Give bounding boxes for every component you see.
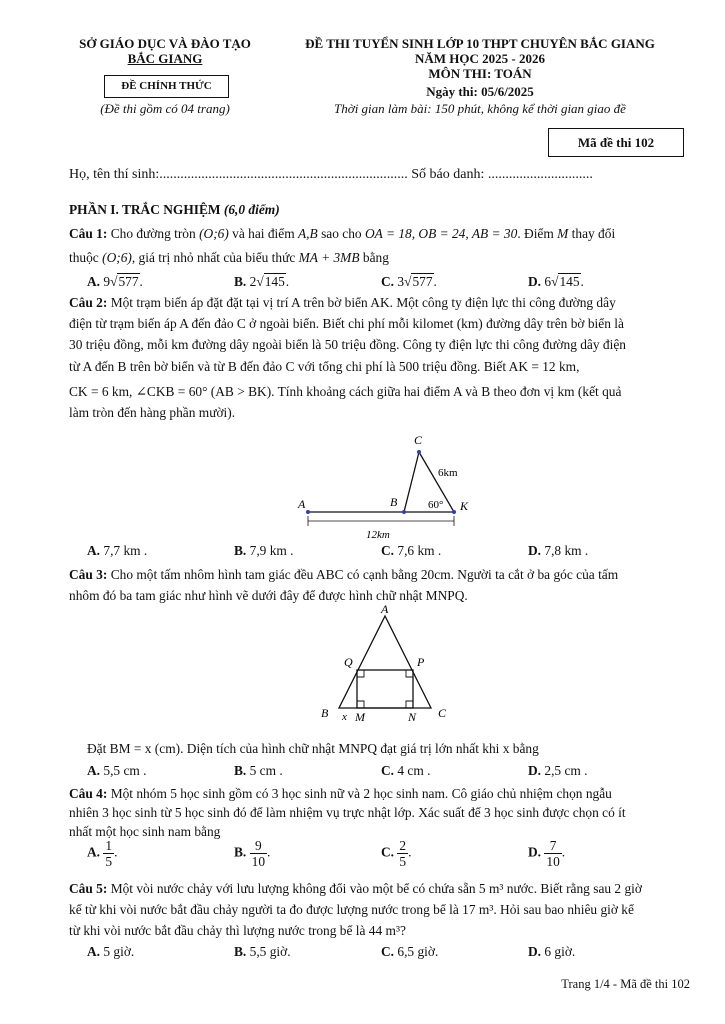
q2-label-ck: 6km [438,467,458,479]
q3-text: Cho một tấm nhôm hình tam giác đều ABC có cạnh bằng 20cm. Người ta cắt ở ba góc của tấm [110,567,619,582]
page-footer: Trang 1/4 - Mã đề thi 102 [561,977,690,991]
q4-label: Câu 4: [69,786,108,801]
q3-label-q: Q [344,655,353,669]
q1-point-m: M [557,226,569,241]
section-title-text: PHẦN I. TRẮC NGHIỆM [69,202,221,217]
q5-option-c[interactable]: C. 6,5 giờ. [381,944,439,959]
q1-option-b[interactable]: B. 2√145. [234,274,290,289]
q2-label-a: A [298,497,306,511]
q2-text: CK = 6 km, ∠CKB = 60° (AB > BK). Tính khoảng cách giữa hai điểm A và B theo đơn vị km (kết quả [69,383,622,399]
id-label: Số báo danh: [411,167,485,182]
q4-option-d[interactable]: D. $\frac{7}{10}$ . [528,838,566,869]
q5-text: Một vòi nước chảy với lưu lượng không đổi vào một bể có chứa sẵn 5 m³ nước. Biết rằng sau 2 giờ [110,881,642,896]
q1-options [87,274,697,294]
q2-label-k: K [460,499,469,513]
id-field: .............................. [487,167,593,182]
q3-option-d[interactable]: D. 2,5 cm . [528,763,588,778]
subject: MÔN THI: TOÁN [428,66,532,81]
q3-label-p: P [417,655,425,669]
department-line1: SỞ GIÁO DỤC VÀ ĐÀO TẠO [79,36,251,51]
q2-text: từ A đến B trên bờ biển và từ B đến đảo C với tổng chi phí là 500 triệu đồng. Biết AK = 12 km, [69,358,580,374]
q4-options [87,838,697,872]
q2-label-angle: 60° [428,499,444,511]
q5-label: Câu 5: [69,881,108,896]
q3-ask: Đặt BM = x (cm). Diện tích của hình chữ nhật MNPQ đạt giá trị lớn nhất khi x bằng [87,741,539,756]
q2-option-c[interactable]: C. 7,6 km . [381,543,442,558]
q3-rectangle-mnpq [357,670,413,708]
q1-text: sao cho [321,226,362,241]
q4-option-b[interactable]: B. $\frac{9}{10}$ . [234,838,271,869]
department-line2: BẮC GIANG [127,51,203,66]
q1-text: . Điểm [517,226,554,241]
q3-label-c: C [438,706,447,720]
q3-label: Câu 3: [69,567,108,582]
exam-title: ĐỀ THI TUYỂN SINH LỚP 10 THPT CHUYÊN BẮC GIANG [305,36,655,51]
q1-condition: OA = 18, OB = 24, AB = 30 [364,226,518,241]
q5-text: từ khi vòi nước bắt đầu chảy thì lượng nước trong bể là 44 m³? [69,923,406,939]
q2-text: Một trạm biến áp đặt đặt tại vị trí A trên bờ biển AK. Một công ty điện lực thi công đường dây [110,295,616,310]
q4-text: nhất một học sinh nam bằng [69,824,221,839]
q2-text: 30 triệu đồng, mỗi km đường dây ngoài biển là 50 triệu đồng. Công ty điện lực thi công đường dây điện [69,337,626,353]
q1-circle: (O;6) [102,250,132,266]
q2-label-b: B [390,495,398,509]
q3-label-x: x [342,711,347,723]
q2-segment-bc [404,452,419,512]
duration: Thời gian làm bài: 150 phút, không kể thời gian giao đề [334,101,626,116]
name-label: Họ, tên thí sinh: [69,167,160,182]
q2-label-c: C [414,433,423,447]
q3-figure [310,604,460,724]
question-2 [69,292,689,423]
q4-option-c[interactable]: C. $\frac{2}{5}$ . [381,838,412,869]
q3-options [87,763,697,783]
official-stamp: ĐỀ CHÍNH THỨC [104,75,229,98]
candidate-line [69,167,593,183]
q3-label-b: B [321,706,329,720]
section-title [69,202,280,218]
q4-text: Một nhóm 5 học sinh gồm có 3 học sinh nữ và 2 học sinh nam. Cô giáo chủ nhiệm chọn ngẫu [110,786,612,801]
q2-option-b[interactable]: B. 7,9 km . [234,543,294,558]
q3-label-m: M [355,710,365,724]
question-5 [69,878,689,942]
exam-date: Ngày thi: 05/6/2025 [426,84,534,99]
q4-option-a[interactable]: A. $\frac{1}{5}$ . [87,838,118,869]
q1-expression: MA + 3MB [298,250,360,266]
q5-options [87,944,697,964]
q1-circle: (O;6) [199,226,229,241]
q4-text: nhiên 3 học sinh từ 5 học sinh đó để làm nhiệm vụ trực nhật lớp. Xác suất để 3 học sinh được chọn có ít [69,805,626,820]
q1-option-c[interactable]: C. 3√577. [381,274,437,289]
q3-label-n: N [408,710,417,724]
q1-points: A,B [298,226,318,241]
q2-point-b [402,510,406,514]
q2-point-k [452,510,456,514]
q2-options [87,543,697,563]
q2-point-c [417,450,421,454]
q1-text: và hai điểm [232,226,295,241]
q3-option-a[interactable]: A. 5,5 cm . [87,763,147,778]
q3-option-b[interactable]: B. 5 cm . [234,763,283,778]
q2-label: Câu 2: [69,295,108,310]
q2-option-a[interactable]: A. 7,7 km . [87,543,148,558]
question-4 [69,784,689,841]
school-year: NĂM HỌC 2025 - 2026 [415,51,545,66]
q5-text: kể từ khi vòi nước bắt đầu chảy người ta đo được lượng nước trong bể là 17 m³. Hỏi sau bao nhiêu giờ kể [69,902,634,918]
q3-right-angle-n [406,701,413,708]
q1-text: thay đổi [571,226,616,241]
q1-option-a[interactable]: A. 9√577. [87,274,143,289]
q2-figure [290,430,480,545]
q1-option-d[interactable]: D. 6√145. [528,274,584,289]
q5-option-a[interactable]: A. 5 giờ. [87,944,135,959]
q1-text: Cho đường tròn [110,226,196,241]
q2-option-d[interactable]: D. 7,8 km . [528,543,589,558]
q2-text: làm tròn đến hàng phần mười). [69,405,236,421]
q3-text: nhôm đó ba tam giác như hình vẽ dưới đây để được hình chữ nhật MNPQ. [69,588,468,604]
q3-right-angle-m [357,701,364,708]
q1-text: thuộc [69,250,99,266]
question-1 [69,223,689,268]
q2-label-ak: 12km [366,529,390,541]
question-3 [69,564,689,606]
name-field: ....................................................................... [159,167,408,182]
q5-option-d[interactable]: D. 6 giờ. [528,944,576,959]
q1-text: bằng [362,250,389,266]
q3-label-a: A [381,604,389,616]
q2-text: điện từ trạm biến áp A đến đảo C ở ngoài biển. Biết chi phí mỗi kilomet (km) đường dây trên bờ biển là [69,316,624,332]
q3-option-c[interactable]: C. 4 cm . [381,763,431,778]
exam-code-box: Mã đề thi 102 [548,128,684,157]
section-points: (6,0 điểm) [223,202,280,217]
q1-text: , giá trị nhỏ nhất của biểu thức [131,250,296,266]
q2-point-a [306,510,310,514]
q5-option-b[interactable]: B. 5,5 giờ. [234,944,291,959]
pages-note: (Đề thi gồm có 04 trang) [100,101,230,116]
q1-label: Câu 1: [69,226,108,241]
